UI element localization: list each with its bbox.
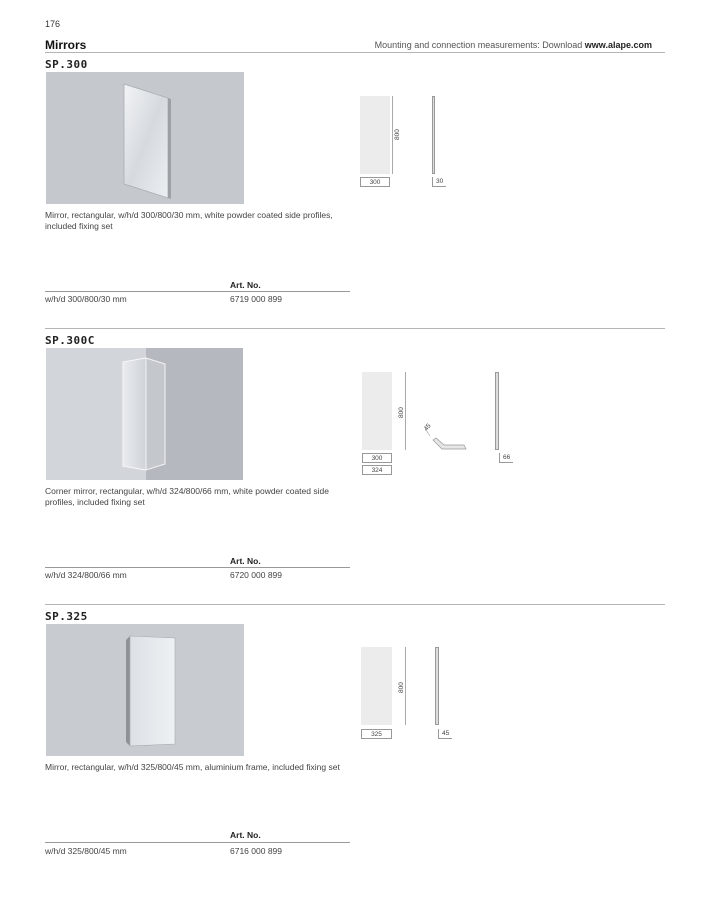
product-description: Mirror, rectangular, w/h/d 325/800/45 mm, aluminium frame, included fixing set: [45, 762, 340, 772]
side-view-drawing: [432, 96, 435, 174]
product-description: Corner mirror, rectangular, w/h/d 324/800/66 mm, white powder coated side profiles, included fixing set: [45, 486, 329, 507]
height-label: 800: [398, 682, 405, 693]
height-dim-line: [405, 372, 406, 450]
depth-label: 66: [499, 453, 513, 463]
product-code: SP.300C: [45, 334, 95, 347]
product-photo: [46, 348, 243, 480]
art-no-header: Art. No.: [230, 280, 261, 290]
width-label: 325: [361, 729, 392, 739]
section-title: Mirrors: [45, 38, 87, 52]
dimensions-cell: w/h/d 324/800/66 mm: [45, 570, 127, 580]
angle-label: 45: [422, 422, 433, 433]
height-label: 800: [394, 129, 401, 140]
corner-mirror-image: [46, 348, 243, 480]
art-no-header: Art. No.: [230, 830, 261, 840]
product-photo: [46, 72, 244, 204]
art-no-cell: 6719 000 899: [230, 294, 282, 304]
section-divider: [45, 328, 665, 329]
dimensions-cell: w/h/d 300/800/30 mm: [45, 294, 127, 304]
table-rule: [45, 842, 350, 843]
height-dim-line: [392, 96, 393, 174]
header-rule: [45, 52, 665, 53]
side-view-drawing: [495, 372, 499, 450]
table-rule: [45, 567, 350, 568]
section-divider: [45, 604, 665, 605]
mirror-image: [46, 624, 244, 756]
page-number: 176: [45, 19, 61, 29]
download-note: [375, 40, 652, 50]
front-view-drawing: [361, 647, 392, 725]
art-no-cell: 6720 000 899: [230, 570, 282, 580]
dimensions-cell: w/h/d 325/800/45 mm: [45, 846, 127, 856]
front-view-drawing: [360, 96, 390, 174]
product-photo: [46, 624, 244, 756]
width-label: 300: [360, 177, 390, 187]
depth-label: 45: [438, 729, 452, 739]
height-dim-line: [405, 647, 406, 725]
total-width-label: 324: [362, 465, 392, 475]
side-view-drawing: [435, 647, 439, 725]
depth-label: 30: [432, 177, 446, 187]
download-note-text: Mounting and connection measurements: Download: [374, 40, 585, 50]
art-no-cell: 6716 000 899: [230, 846, 282, 856]
art-no-header: Art. No.: [230, 556, 261, 566]
mirror-image: [46, 72, 244, 204]
product-description: Mirror, rectangular, w/h/d 300/800/30 mm, white powder coated side profiles, included fixing set: [45, 210, 333, 231]
table-rule: [45, 291, 350, 292]
product-code: SP.300: [45, 58, 88, 71]
width-label: 300: [362, 453, 392, 463]
download-link[interactable]: www.alape.com: [584, 40, 652, 50]
height-label: 800: [398, 407, 405, 418]
product-code: SP.325: [45, 610, 88, 623]
front-view-drawing: [362, 372, 392, 450]
